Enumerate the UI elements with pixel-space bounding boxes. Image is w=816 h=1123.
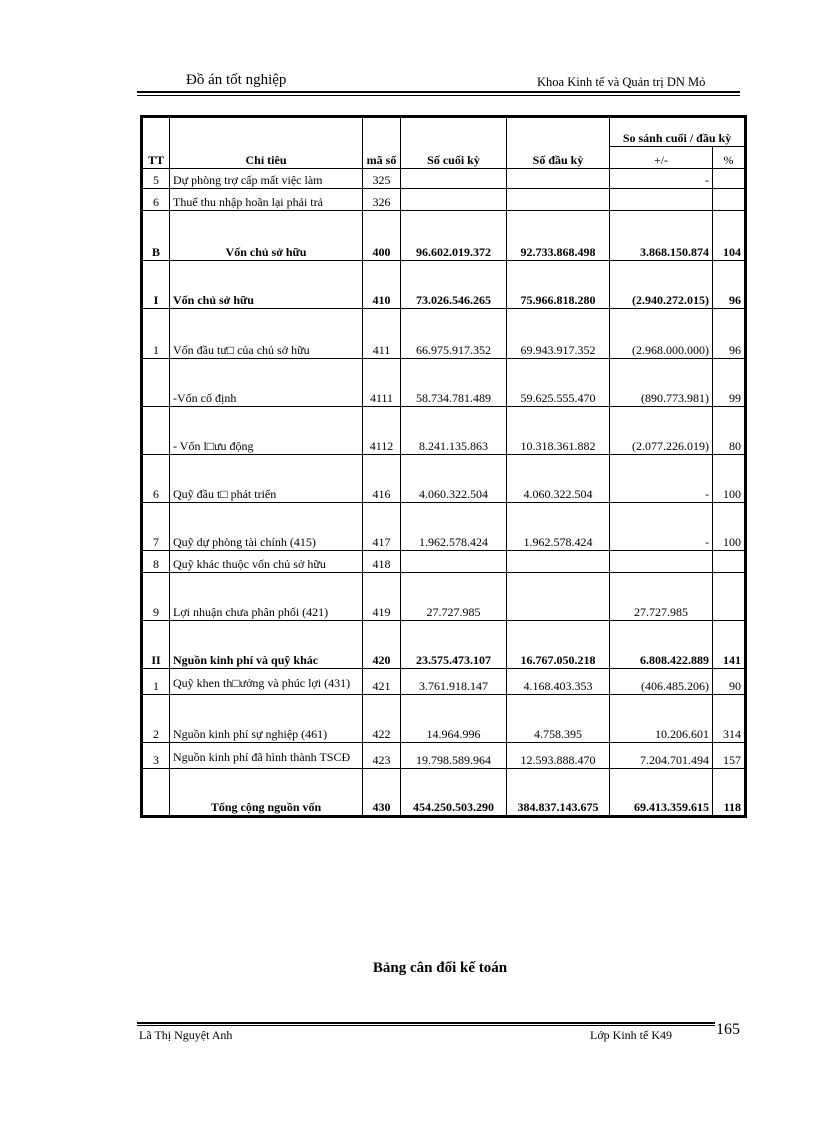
row-end-value: 19.798.589.964 bbox=[401, 743, 507, 769]
row-diff: 69.413.359.615 bbox=[610, 769, 713, 817]
table-row bbox=[142, 261, 746, 309]
row-start-value: 1.962.578.424 bbox=[507, 503, 610, 551]
col-dauky: Số đầu kỳ bbox=[507, 117, 610, 169]
row-diff: (2.940.272.015) bbox=[610, 261, 713, 309]
row-diff: (2.968.000.000) bbox=[610, 309, 713, 359]
row-diff bbox=[610, 551, 713, 573]
footer-rule bbox=[137, 1022, 715, 1024]
row-diff: - bbox=[610, 503, 713, 551]
row-tt: 7 bbox=[142, 503, 170, 551]
table-header-row-1 bbox=[142, 117, 746, 147]
page-number: 165 bbox=[716, 1021, 740, 1038]
row-start-value: 16.767.050.218 bbox=[507, 621, 610, 669]
row-tt: B bbox=[142, 211, 170, 261]
row-end-value: 27.727.985 bbox=[401, 573, 507, 621]
row-tt: II bbox=[142, 621, 170, 669]
row-end-value: 14.964.996 bbox=[401, 695, 507, 743]
row-name: Vốn chủ sở hữu bbox=[170, 211, 363, 261]
table-row bbox=[142, 359, 746, 407]
table-row bbox=[142, 551, 746, 573]
row-pct bbox=[713, 573, 746, 621]
row-diff: (890.773.981) bbox=[610, 359, 713, 407]
row-code: 418 bbox=[363, 551, 401, 573]
header-rule bbox=[137, 91, 740, 93]
table-row bbox=[142, 669, 746, 695]
row-pct: 99 bbox=[713, 359, 746, 407]
row-start-value: 92.733.868.498 bbox=[507, 211, 610, 261]
row-diff: - bbox=[610, 169, 713, 189]
row-end-value: 66.975.917.352 bbox=[401, 309, 507, 359]
row-name: Quỹ đầu t□ phát triển bbox=[170, 455, 363, 503]
row-start-value: 384.837.143.675 bbox=[507, 769, 610, 817]
table-row bbox=[142, 189, 746, 211]
row-diff: (406.485.206) bbox=[610, 669, 713, 695]
row-code: 410 bbox=[363, 261, 401, 309]
col-tt: TT bbox=[142, 117, 170, 169]
footer-rule-thin bbox=[137, 1025, 715, 1026]
row-name: Nguồn kinh phí sự nghiệp (461) bbox=[170, 695, 363, 743]
row-pct: 80 bbox=[713, 407, 746, 455]
header-title: Đồ án tốt nghiệp bbox=[186, 72, 287, 88]
row-code: 416 bbox=[363, 455, 401, 503]
row-pct: 141 bbox=[713, 621, 746, 669]
row-end-value: 8.241.135.863 bbox=[401, 407, 507, 455]
row-code: 419 bbox=[363, 573, 401, 621]
row-pct bbox=[713, 551, 746, 573]
row-diff: - bbox=[610, 455, 713, 503]
row-start-value bbox=[507, 169, 610, 189]
row-code: 423 bbox=[363, 743, 401, 769]
row-code: 325 bbox=[363, 169, 401, 189]
table-row bbox=[142, 169, 746, 189]
header-faculty: Khoa Kinh tế và Quản trị DN Mỏ bbox=[537, 75, 706, 89]
row-name: -Vốn cố định bbox=[170, 359, 363, 407]
row-diff: 7.204.701.494 bbox=[610, 743, 713, 769]
row-end-value: 4.060.322.504 bbox=[401, 455, 507, 503]
row-start-value: 4.168.403.353 bbox=[507, 669, 610, 695]
row-pct bbox=[713, 169, 746, 189]
row-code: 430 bbox=[363, 769, 401, 817]
row-name: - Vốn l□ưu động bbox=[170, 407, 363, 455]
row-diff bbox=[610, 189, 713, 211]
row-end-value: 3.761.918.147 bbox=[401, 669, 507, 695]
row-tt: 6 bbox=[142, 189, 170, 211]
col-compare-group: So sánh cuối / đầu kỳ bbox=[610, 117, 746, 147]
table-row bbox=[142, 211, 746, 261]
row-end-value: 58.734.781.489 bbox=[401, 359, 507, 407]
row-name: Nguồn kinh phí và quỹ khác bbox=[170, 621, 363, 669]
row-pct: 90 bbox=[713, 669, 746, 695]
row-code: 400 bbox=[363, 211, 401, 261]
row-code: 326 bbox=[363, 189, 401, 211]
table-caption: Bảng cân đối kế toán bbox=[372, 960, 508, 976]
row-code: 421 bbox=[363, 669, 401, 695]
row-tt bbox=[142, 359, 170, 407]
row-end-value: 73.026.546.265 bbox=[401, 261, 507, 309]
row-end-value bbox=[401, 169, 507, 189]
footer-author: Lã Thị Nguyệt Anh bbox=[139, 1028, 233, 1042]
row-code: 4112 bbox=[363, 407, 401, 455]
table-row bbox=[142, 769, 746, 817]
row-end-value bbox=[401, 189, 507, 211]
row-diff: (2.077.226.019) bbox=[610, 407, 713, 455]
row-name: Dự phòng trợ cấp mất việc làm bbox=[170, 169, 363, 189]
row-end-value: 96.602.019.372 bbox=[401, 211, 507, 261]
row-start-value: 75.966.818.280 bbox=[507, 261, 610, 309]
row-pct: 96 bbox=[713, 261, 746, 309]
row-diff: 10.206.601 bbox=[610, 695, 713, 743]
row-pct: 100 bbox=[713, 503, 746, 551]
row-start-value: 10.318.361.882 bbox=[507, 407, 610, 455]
row-pct: 157 bbox=[713, 743, 746, 769]
table-row bbox=[142, 743, 746, 769]
row-tt: 6 bbox=[142, 455, 170, 503]
row-name: Vốn đầu tư□ của chủ sở hữu bbox=[170, 309, 363, 359]
col-pct: % bbox=[713, 147, 746, 169]
row-tt: I bbox=[142, 261, 170, 309]
row-name: Quỹ khác thuộc vốn chủ sở hữu bbox=[170, 551, 363, 573]
footer-class: Lớp Kinh tế K49 bbox=[590, 1028, 673, 1042]
row-name: Thuế thu nhập hoãn lại phải trả bbox=[170, 189, 363, 211]
row-start-value bbox=[507, 551, 610, 573]
col-cuoiky: Số cuối kỳ bbox=[401, 117, 507, 169]
row-start-value bbox=[507, 189, 610, 211]
row-end-value bbox=[401, 551, 507, 573]
row-name: Lợi nhuận chưa phân phối (421) bbox=[170, 573, 363, 621]
row-tt bbox=[142, 407, 170, 455]
col-diff: +/- bbox=[610, 147, 713, 169]
row-pct: 104 bbox=[713, 211, 746, 261]
row-tt: 5 bbox=[142, 169, 170, 189]
row-code: 420 bbox=[363, 621, 401, 669]
row-end-value: 23.575.473.107 bbox=[401, 621, 507, 669]
table-row bbox=[142, 573, 746, 621]
row-pct: 96 bbox=[713, 309, 746, 359]
row-tt: 9 bbox=[142, 573, 170, 621]
table-row bbox=[142, 695, 746, 743]
row-start-value bbox=[507, 573, 610, 621]
table-row bbox=[142, 309, 746, 359]
row-tt: 1 bbox=[142, 309, 170, 359]
col-chitieu: Chỉ tiêu bbox=[170, 117, 363, 169]
row-code: 417 bbox=[363, 503, 401, 551]
row-diff: 6.808.422.889 bbox=[610, 621, 713, 669]
row-end-value: 1.962.578.424 bbox=[401, 503, 507, 551]
row-code: 4111 bbox=[363, 359, 401, 407]
row-start-value: 4.060.322.504 bbox=[507, 455, 610, 503]
row-name: Quỹ dự phòng tài chính (415) bbox=[170, 503, 363, 551]
row-pct: 118 bbox=[713, 769, 746, 817]
table-body bbox=[142, 169, 746, 817]
row-diff: 27.727.985 bbox=[610, 573, 713, 621]
row-start-value: 69.943.917.352 bbox=[507, 309, 610, 359]
col-maso: mã số bbox=[363, 117, 401, 169]
row-start-value: 12.593.888.470 bbox=[507, 743, 610, 769]
row-tt: 8 bbox=[142, 551, 170, 573]
row-end-value: 454.250.503.290 bbox=[401, 769, 507, 817]
row-pct: 314 bbox=[713, 695, 746, 743]
row-name: Nguồn kinh phí đã hình thành TSCĐ bbox=[170, 743, 363, 769]
row-tt: 3 bbox=[142, 743, 170, 769]
table-row bbox=[142, 455, 746, 503]
row-code: 411 bbox=[363, 309, 401, 359]
row-name: Vốn chủ sở hữu bbox=[170, 261, 363, 309]
table-row bbox=[142, 503, 746, 551]
row-start-value: 4.758.395 bbox=[507, 695, 610, 743]
row-pct bbox=[713, 189, 746, 211]
row-tt: 1 bbox=[142, 669, 170, 695]
row-code: 422 bbox=[363, 695, 401, 743]
balance-sheet-table bbox=[140, 115, 747, 818]
table-row bbox=[142, 621, 746, 669]
header-rule-thin bbox=[137, 95, 740, 96]
row-tt bbox=[142, 769, 170, 817]
row-start-value: 59.625.555.470 bbox=[507, 359, 610, 407]
table-row bbox=[142, 407, 746, 455]
row-name: Quỹ khen th□ưởng và phúc lợi (431) bbox=[170, 669, 363, 695]
row-name: Tổng cộng nguồn vốn bbox=[170, 769, 363, 817]
row-diff: 3.868.150.874 bbox=[610, 211, 713, 261]
row-tt: 2 bbox=[142, 695, 170, 743]
row-pct: 100 bbox=[713, 455, 746, 503]
